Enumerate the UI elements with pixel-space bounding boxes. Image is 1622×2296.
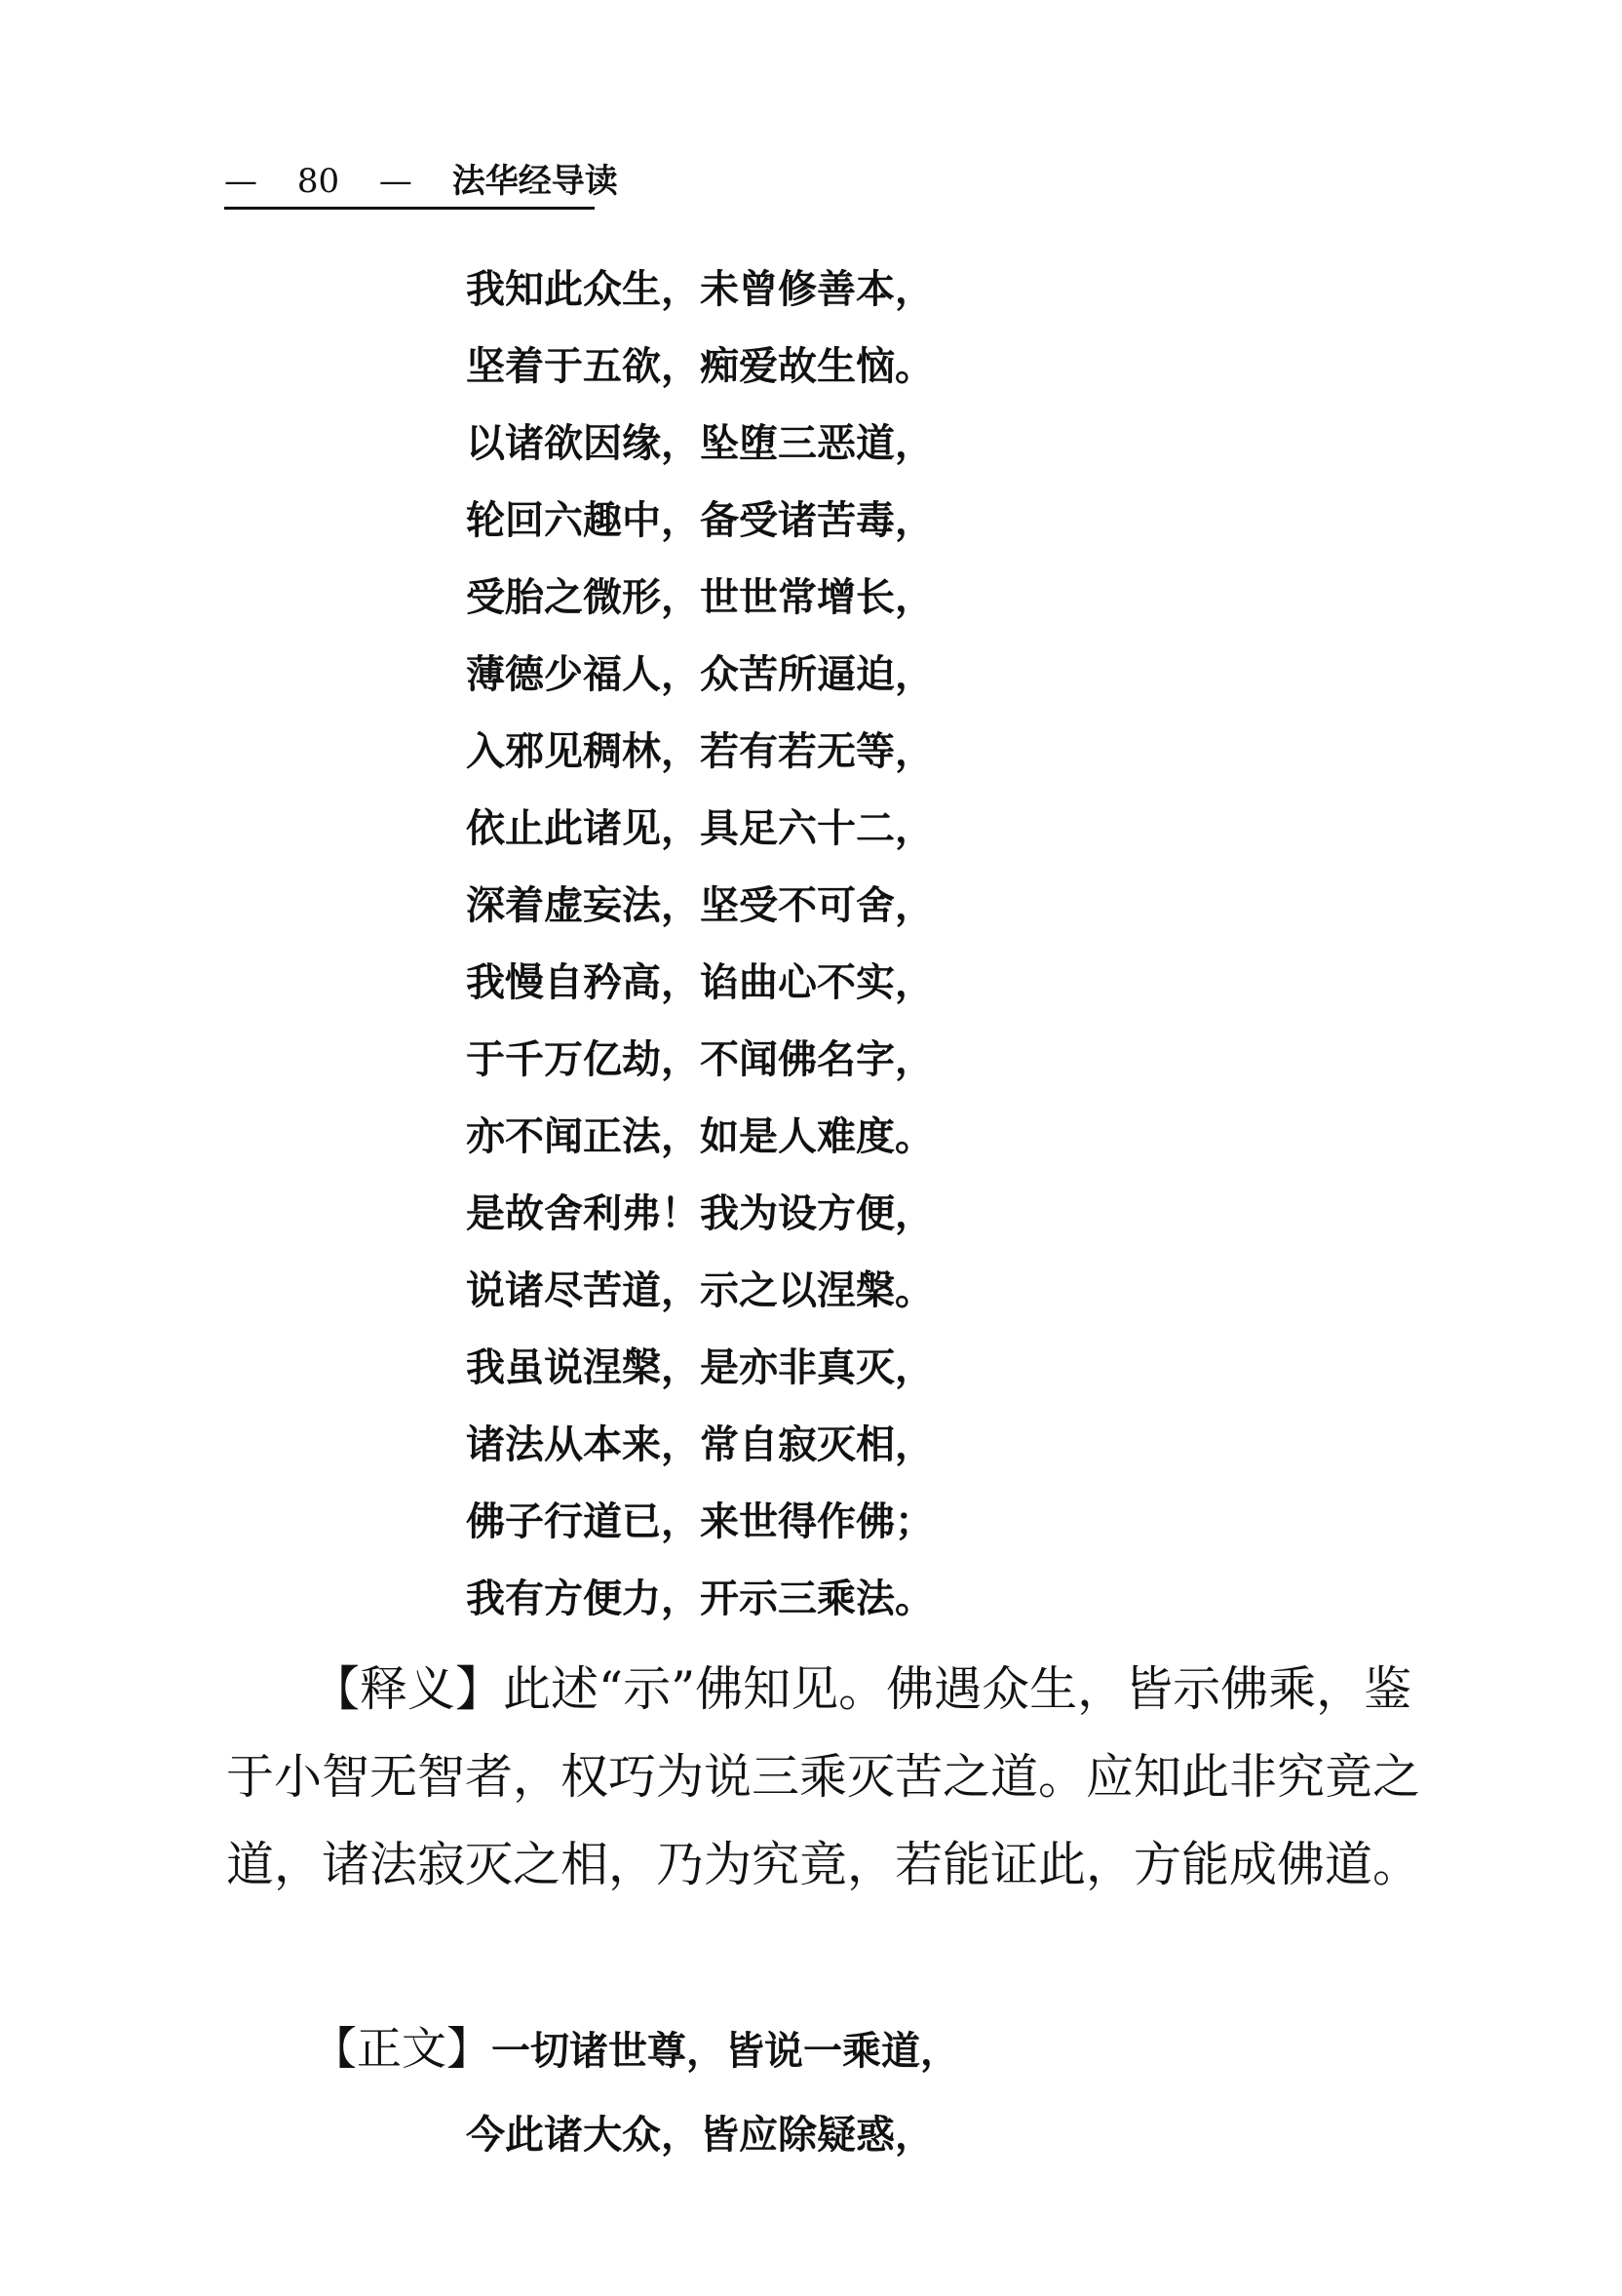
main-text-tag: 【正文】	[312, 2022, 491, 2075]
verse-line: 我知此众生，未曾修善本，	[466, 267, 934, 312]
commentary-block	[226, 1646, 1425, 1909]
verse-line: 诸法从本来，常自寂灭相，	[466, 1422, 934, 1467]
main-text-line-1	[312, 2022, 959, 2075]
verse-line: 依止此诸见，具足六十二，	[466, 806, 934, 851]
page-header	[224, 156, 618, 210]
commentary-paragraph	[226, 1646, 1425, 1909]
verse-line: 深着虚妄法，坚受不可舍，	[466, 883, 934, 928]
verse-line: 以诸欲因缘，坠堕三恶道，	[466, 421, 934, 466]
verse-line: 薄德少福人，众苦所逼迫，	[466, 652, 934, 697]
verse-line: 我有方便力，开示三乘法。	[466, 1576, 934, 1621]
page-number: 80	[296, 162, 340, 201]
verse-line: 于千万亿劫，不闻佛名字，	[466, 1037, 934, 1082]
main-text-block	[312, 2006, 1482, 2177]
verse-line: 我虽说涅槃，是亦非真灭，	[466, 1345, 934, 1390]
verse-block	[466, 252, 1441, 1638]
verse-line: 说诸尽苦道，示之以涅槃。	[466, 1268, 934, 1313]
verse-line: 我慢自矜高，谄曲心不实，	[466, 960, 934, 1005]
book-title: 法华经导读	[451, 162, 618, 201]
verse-line: 受胎之微形，世世常增长，	[466, 575, 934, 620]
header-dash-right: —	[378, 162, 412, 201]
commentary-tag: 【释义】	[312, 1661, 504, 1717]
main-text-line-1-text: 一切诸世尊，皆说一乘道，	[491, 2029, 959, 2074]
verse-line: 轮回六趣中，备受诸苦毒，	[466, 498, 934, 543]
main-text-line-2: 今此诸大众，皆应除疑惑，	[466, 2113, 934, 2158]
header-dash-left: —	[224, 162, 257, 201]
commentary-text: 此述“示”佛知见。佛遇众生，皆示佛乘，鉴于小智无智者，权巧为说三乘灭苦之道。应知此非究竟之道，诸法寂灭之相，乃为究竟，若能证此，方能成佛道。	[226, 1661, 1421, 1892]
verse-line: 佛子行道已，来世得作佛；	[466, 1499, 934, 1544]
verse-line: 坚着于五欲，痴爱故生恼。	[466, 344, 934, 389]
verse-line: 是故舍利弗！我为设方便，	[466, 1191, 934, 1236]
verse-line: 入邪见稠林，若有若无等，	[466, 729, 934, 774]
verse-line: 亦不闻正法，如是人难度。	[466, 1114, 934, 1159]
